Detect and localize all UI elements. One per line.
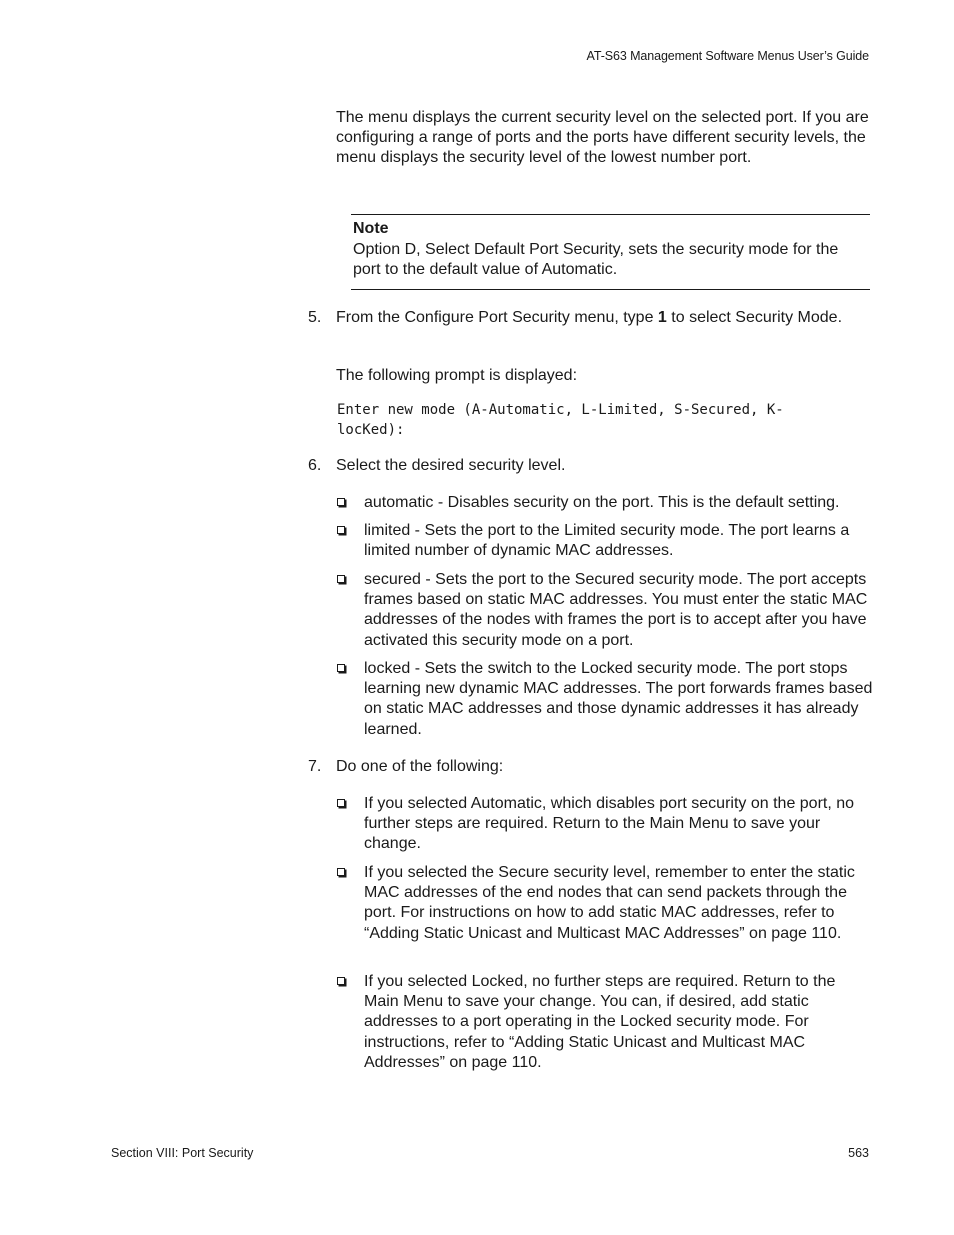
note-box — [351, 214, 870, 290]
footer-page-number: 563 — [848, 1146, 869, 1160]
checkbox-bullet-icon — [337, 977, 345, 985]
prompt-intro: The following prompt is displayed: — [336, 367, 578, 384]
prompt-code-block: Enter new mode (A-Automatic, L-Limited, S-Secured, K- locKed): — [337, 402, 784, 438]
step-text: Do one of the following: — [336, 758, 504, 775]
list-item-text: automatic - Disables security on the port. This is the default setting. — [364, 494, 840, 511]
list-item-text: If you selected the Secure security level, remember to enter the static MAC addresses of the end nodes that can send packets through the port. For instructions on how to add static MAC addresses, refer to “Adding Static Unicast and Multicast MAC Addresses” on page 110. — [364, 864, 855, 942]
footer-section: Section VIII: Port Security — [111, 1146, 254, 1160]
step-text-part: to select Security Mode. — [666, 309, 843, 326]
step-text — [336, 308, 870, 328]
list-item-text: locked - Sets the switch to the Locked security mode. The port stops learning new dynamic MAC addresses. The port forwards frames based on static MAC addresses and those dynamic addresses it has already learned. — [364, 660, 873, 738]
step-text-bold: 1 — [657, 309, 667, 326]
checkbox-bullet-icon — [337, 868, 345, 876]
checkbox-bullet-icon — [337, 498, 345, 506]
list-item-text: limited - Sets the port to the Limited security mode. The port learns a limited number of dynamic MAC addresses. — [364, 522, 850, 560]
step-number: 7. — [308, 758, 322, 775]
step-number: 5. — [308, 309, 322, 326]
checkbox-bullet-icon — [337, 575, 345, 583]
checkbox-bullet-icon — [337, 664, 345, 672]
step-text: Select the desired security level. — [336, 457, 566, 474]
checkbox-bullet-icon — [337, 526, 345, 534]
list-item-text: secured - Sets the port to the Secured security mode. The port accepts frames based on static MAC addresses. You must enter the static MAC addresses of the nodes with frames the port is to accept after you have activated this security mode on a port. — [364, 571, 868, 649]
page-header-title: AT-S63 Management Software Menus User’s Guide — [586, 49, 869, 63]
step-text-part: From the Configure Port Security menu, type — [336, 309, 658, 326]
step-number: 6. — [308, 457, 322, 474]
note-title: Note — [353, 220, 389, 237]
intro-paragraph: The menu displays the current security level on the selected port. If you are configuring a range of ports and the ports have different security levels, the menu displays the security level of the lowest number port. — [336, 109, 869, 167]
list-item-text: If you selected Automatic, which disables port security on the port, no further steps are required. Return to the Main Menu to save your change. — [364, 795, 855, 853]
note-body: Option D, Select Default Port Security, sets the security mode for the port to the default value of Automatic. — [353, 241, 839, 279]
checkbox-bullet-icon — [337, 799, 345, 807]
list-item-text: If you selected Locked, no further steps are required. Return to the Main Menu to save your change. You can, if desired, add static addresses to a port operating in the Locked security mode. For instructions, refer to “Adding Static Unicast and Multicast MAC Addresses” on page 110. — [364, 973, 836, 1071]
